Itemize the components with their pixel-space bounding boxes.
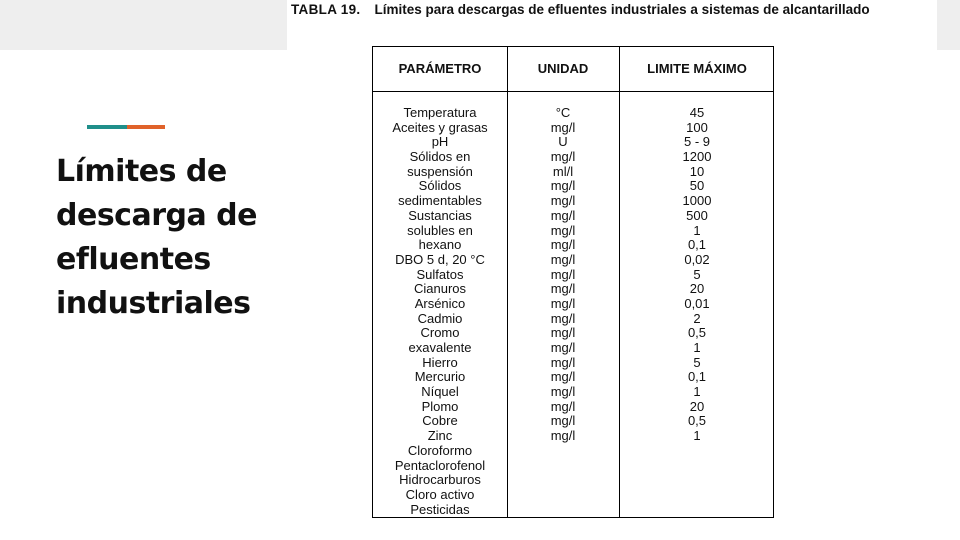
parametro-cell: DBO 5 d, 20 °C — [395, 251, 485, 267]
top-band-left — [0, 0, 287, 50]
parametro-cell: hexano — [418, 237, 462, 253]
parametro-cell: Cadmio — [417, 310, 463, 326]
limite-cell: 5 — [693, 266, 701, 282]
table-caption-text: Límites para descargas de efluentes industriales a sistemas de alcantarillado — [374, 2, 870, 17]
parametro-cell: sedimentables — [398, 193, 482, 209]
unidad-cell: mg/l — [550, 266, 576, 282]
unidad-cell: mg/l — [550, 310, 576, 326]
limite-cell: 50 — [689, 178, 705, 194]
table-caption — [291, 2, 941, 17]
parametro-cell: Plomo — [421, 398, 459, 414]
accent-bar-orange — [127, 125, 165, 129]
parametro-cell: Arsénico — [414, 295, 466, 311]
unidad-cell: mg/l — [550, 237, 576, 253]
parametro-cell: Aceites y grasas — [392, 119, 488, 135]
unidad-cell: mg/l — [550, 384, 576, 400]
header-limite: LIMITE MÁXIMO — [647, 61, 747, 76]
limite-cell: 2 — [693, 310, 701, 326]
limite-cell: 1 — [693, 340, 701, 355]
parametro-cell: Hierro — [422, 354, 458, 370]
parametro-cell: Zinc — [427, 428, 453, 444]
unidad-cell: mg/l — [550, 340, 576, 355]
limite-cell: 0,02 — [684, 251, 710, 267]
header-parametro: PARÁMETRO — [398, 61, 482, 76]
parametro-cell: Sólidos — [418, 178, 462, 194]
parametro-cell: Mercurio — [414, 369, 466, 385]
parametro-cell: Pentaclorofenol — [394, 457, 486, 473]
parametro-cell: exavalente — [408, 340, 472, 355]
unidad-cell: mg/l — [550, 149, 576, 165]
table-caption-number: TABLA 19. — [291, 2, 361, 17]
parametro-cell: Sólidos en — [409, 149, 471, 165]
unidad-cell: mg/l — [550, 207, 576, 223]
unidad-cell: mg/l — [550, 119, 576, 135]
parametro-cell: solubles en — [407, 222, 473, 238]
parametro-cell: Temperatura — [403, 105, 477, 120]
limite-cell: 5 — [693, 354, 701, 370]
limite-cell: 0,5 — [687, 325, 707, 341]
limits-table — [372, 46, 774, 518]
slide-title-line: industriales — [56, 286, 251, 321]
header-divider — [373, 91, 773, 92]
unidad-cell: mg/l — [550, 295, 576, 311]
unidad-cell: mg/l — [550, 354, 576, 370]
limite-cell: 1200 — [682, 149, 712, 165]
limite-cell: 10 — [689, 163, 705, 179]
slide-title — [56, 150, 286, 326]
limite-cell: 5 - 9 — [683, 134, 710, 150]
parametro-cell: Sulfatos — [416, 266, 464, 282]
parametro-cell: Hidrocarburos — [399, 472, 481, 488]
limite-cell: 1 — [693, 222, 701, 238]
slide-title-line: efluentes — [56, 242, 211, 277]
limite-cell: 100 — [686, 119, 708, 135]
limite-cell: 0,1 — [687, 237, 707, 253]
limite-column — [619, 106, 775, 444]
limite-cell: 20 — [689, 398, 705, 414]
limite-cell: 45 — [689, 105, 705, 120]
parametro-cell: Cloro activo — [405, 486, 475, 502]
limite-cell: 500 — [686, 207, 708, 223]
unidad-cell: mg/l — [550, 398, 576, 414]
unidad-cell: U — [558, 134, 568, 150]
limite-cell: 1 — [693, 428, 701, 444]
parametro-cell: Cloroformo — [407, 442, 473, 458]
parametro-column — [373, 106, 507, 517]
parametro-cell: Cianuros — [413, 281, 467, 297]
slide-title-line: Límites de — [56, 154, 227, 189]
parametro-cell: pH — [431, 134, 449, 150]
limite-cell: 0,01 — [684, 295, 710, 311]
unidad-cell: °C — [555, 105, 571, 120]
parametro-cell: Níquel — [421, 384, 459, 400]
limite-cell: 20 — [689, 281, 705, 297]
limite-cell: 0,5 — [687, 413, 707, 429]
unidad-cell: ml/l — [552, 163, 574, 179]
unidad-cell: mg/l — [550, 325, 576, 341]
unidad-column — [507, 106, 619, 444]
header-unidad: UNIDAD — [537, 61, 589, 76]
unidad-cell: mg/l — [550, 193, 576, 209]
unidad-cell: mg/l — [550, 413, 576, 429]
unidad-cell: mg/l — [550, 281, 576, 297]
unidad-cell: mg/l — [550, 178, 576, 194]
unidad-cell: mg/l — [550, 251, 576, 267]
accent-bar-teal — [87, 125, 127, 129]
parametro-cell: Pesticidas — [410, 501, 470, 517]
slide-title-line: descarga de — [56, 198, 257, 233]
unidad-cell: mg/l — [550, 369, 576, 385]
parametro-cell: Cobre — [422, 413, 458, 429]
parametro-cell: suspensión — [407, 163, 473, 179]
limite-cell: 0,1 — [687, 369, 707, 385]
parametro-cell: Cromo — [420, 325, 460, 341]
unidad-cell: mg/l — [550, 428, 576, 444]
limite-cell: 1000 — [682, 193, 712, 209]
unidad-cell: mg/l — [550, 222, 576, 238]
parametro-cell: Sustancias — [408, 207, 472, 223]
limite-cell: 1 — [693, 384, 701, 400]
